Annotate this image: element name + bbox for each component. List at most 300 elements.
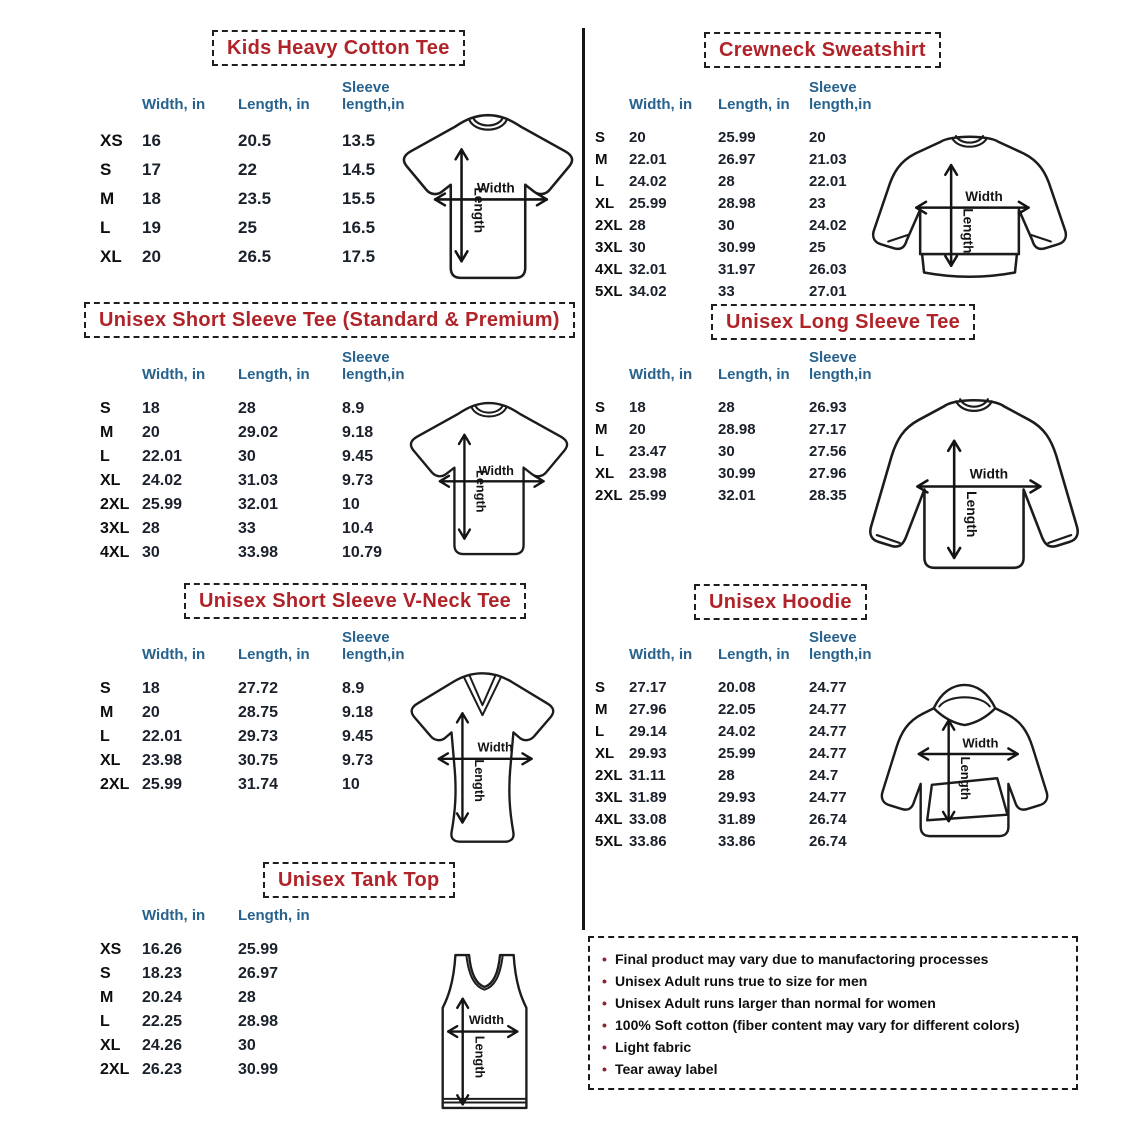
measurement-value: 23.98: [629, 465, 667, 483]
column-header: Length, in: [238, 365, 310, 383]
table-row: [595, 765, 889, 787]
size-label: 5XL: [595, 283, 623, 301]
note-item: • Unisex Adult runs larger than normal for women: [600, 992, 1066, 1014]
column-header: Sleeve length,in: [342, 79, 405, 113]
size-label: 2XL: [100, 775, 130, 793]
measurement-value: 9.45: [342, 727, 374, 745]
measurement-value: 28: [238, 399, 256, 417]
measurement-value: 31.74: [238, 775, 279, 793]
measurement-value: 30.99: [238, 1060, 279, 1078]
measurement-value: 24.77: [809, 723, 847, 741]
measurement-value: 25: [809, 239, 826, 257]
short-sleeve-table-body: [100, 397, 428, 565]
measurement-value: 16.5: [342, 218, 376, 238]
section-title-unisex-vneck-tee: Unisex Short Sleeve V-Neck Tee: [184, 583, 526, 619]
crewneck-table-body: [595, 127, 889, 303]
column-header: Width, in: [142, 907, 206, 924]
short-sleeve-tee-illustration: [398, 393, 580, 565]
size-label: M: [595, 151, 608, 169]
column-header: Sleeve length,in: [809, 629, 872, 663]
measurement-value: 29.02: [238, 423, 279, 441]
table-row: [595, 831, 889, 853]
measurement-value: 27.17: [809, 421, 847, 439]
column-header: Length, in: [718, 645, 790, 663]
short-sleeve-table-header: [100, 350, 428, 397]
measurement-value: 25.99: [718, 745, 756, 763]
hoodie-size-table: [595, 630, 889, 853]
measurement-value: 10.79: [342, 543, 383, 561]
size-label: 2XL: [100, 1060, 130, 1078]
tshirt-outline: [404, 115, 572, 278]
measurement-value: 26.5: [238, 247, 272, 267]
table-row: [595, 281, 889, 303]
measurement-value: 9.18: [342, 703, 374, 721]
size-label: 4XL: [595, 261, 623, 279]
table-row: [100, 493, 428, 517]
measurement-value: 29.93: [718, 789, 756, 807]
measurement-value: 30: [718, 443, 735, 461]
table-row: [100, 677, 428, 701]
table-row: [100, 749, 428, 773]
measurement-value: 20: [142, 247, 161, 267]
measurement-value: 26.93: [809, 399, 847, 417]
column-header: Width, in: [629, 645, 693, 663]
measurement-value: 22.05: [718, 701, 756, 719]
measurement-value: 24.02: [809, 217, 847, 235]
length-label: Length: [960, 208, 976, 254]
size-label: S: [595, 129, 606, 147]
measurement-value: 32.01: [629, 261, 667, 279]
measurement-value: 29.14: [629, 723, 667, 741]
length-label: Length: [957, 756, 973, 801]
size-label: L: [100, 218, 111, 238]
measurement-value: 20.24: [142, 988, 183, 1006]
size-label: XL: [595, 465, 615, 483]
size-label: L: [100, 447, 110, 465]
width-label: Width: [962, 735, 999, 751]
measurement-value: 28.98: [718, 195, 756, 213]
section-title-unisex-short-sleeve-tee: Unisex Short Sleeve Tee (Standard & Premium): [84, 302, 575, 338]
size-column-spacer: [595, 80, 629, 127]
measurement-value: 15.5: [342, 189, 376, 209]
measurement-value: 20.08: [718, 679, 756, 697]
column-header: Width, in: [142, 645, 206, 663]
width-label: Width: [477, 739, 513, 755]
measurement-value: 27.56: [809, 443, 847, 461]
table-row: [100, 156, 428, 185]
measurement-value: 28.75: [238, 703, 279, 721]
long-sleeve-outline: [870, 400, 1077, 568]
measurement-value: 30.99: [718, 239, 756, 257]
measurement-value: 31.97: [718, 261, 756, 279]
measurement-value: 30: [238, 447, 256, 465]
column-header: Sleeve length,in: [342, 629, 405, 663]
measurement-value: 23: [809, 195, 826, 213]
size-label: XS: [100, 131, 123, 151]
measurement-value: 26.74: [809, 833, 847, 851]
measurement-value: 28.98: [238, 1012, 279, 1030]
table-row: [595, 485, 889, 507]
measurement-value: 23.5: [238, 189, 272, 209]
size-label: L: [100, 1012, 110, 1030]
column-header: Sleeve length,in: [342, 349, 405, 383]
measurement-value: 20: [629, 421, 646, 439]
size-column-spacer: [100, 630, 142, 677]
size-label: 3XL: [595, 789, 623, 807]
measurement-value: 9.45: [342, 447, 374, 465]
section-title-unisex-long-sleeve-tee: Unisex Long Sleeve Tee: [711, 304, 975, 340]
measurement-value: 20: [142, 703, 160, 721]
measurement-value: 27.96: [809, 465, 847, 483]
size-label: XL: [100, 751, 121, 769]
table-row: [100, 701, 428, 725]
measurement-value: 25.99: [142, 775, 183, 793]
size-label: XL: [100, 247, 122, 267]
column-header: Length, in: [718, 95, 790, 113]
table-row: [100, 1034, 342, 1058]
kids-tee-size-table: [100, 80, 428, 272]
size-label: M: [595, 701, 608, 719]
measurement-value: 14.5: [342, 160, 376, 180]
table-row: [595, 809, 889, 831]
crewneck-table-header: [595, 80, 889, 127]
measurement-value: 16: [142, 131, 161, 151]
measurement-value: 20: [629, 129, 646, 147]
table-row: [100, 541, 428, 565]
measurement-value: 33.86: [718, 833, 756, 851]
measurement-value: 23.47: [629, 443, 667, 461]
measurement-value: 30.75: [238, 751, 279, 769]
table-row: [100, 1010, 342, 1034]
column-header: Length, in: [238, 95, 310, 113]
vneck-tee-illustration: [398, 666, 566, 848]
table-row: [100, 1058, 342, 1082]
size-label: M: [100, 189, 115, 209]
table-row: [595, 237, 889, 259]
long-sleeve-table-body: [595, 397, 889, 507]
column-header: Width, in: [629, 365, 693, 383]
measurement-value: 28: [718, 173, 735, 191]
measurement-value: 18: [142, 189, 161, 209]
measurement-value: 26.03: [809, 261, 847, 279]
size-label: S: [100, 964, 111, 982]
size-column-spacer: [595, 630, 629, 677]
crewneck-size-table: [595, 80, 889, 303]
size-label: 2XL: [595, 767, 623, 785]
long-sleeve-tee-illustration: [860, 393, 1088, 577]
measurement-value: 25: [238, 218, 257, 238]
table-row: [595, 397, 889, 419]
measurement-value: 30: [629, 239, 646, 257]
table-row: [100, 127, 428, 156]
measurement-value: 22.01: [809, 173, 847, 191]
measurement-value: 30.99: [718, 465, 756, 483]
column-header: Width, in: [142, 365, 206, 383]
note-item: • 100% Soft cotton (fiber content may vary for different colors): [600, 1014, 1066, 1036]
table-row: [595, 699, 889, 721]
measurement-value: 10: [342, 775, 360, 793]
measurement-value: 24.02: [718, 723, 756, 741]
measurement-value: 28: [629, 217, 646, 235]
size-column-spacer: [100, 908, 142, 938]
table-row: [100, 421, 428, 445]
measurement-value: 31.89: [718, 811, 756, 829]
section-title-kids-heavy-cotton-tee: Kids Heavy Cotton Tee: [212, 30, 465, 66]
measurement-value: 24.26: [142, 1036, 183, 1054]
kids-tee-illustration: [390, 106, 586, 288]
table-row: [595, 215, 889, 237]
table-row: [595, 677, 889, 699]
measurement-value: 28: [718, 767, 735, 785]
measurement-value: 8.9: [342, 679, 365, 697]
measurement-value: 24.77: [809, 679, 847, 697]
note-item: • Unisex Adult runs true to size for men: [600, 970, 1066, 992]
crewneck-illustration: [866, 130, 1074, 295]
measurement-value: 25.99: [718, 129, 756, 147]
table-row: [595, 743, 889, 765]
size-label: L: [595, 173, 605, 191]
table-row: [100, 243, 428, 272]
length-label: Length: [472, 759, 488, 802]
table-row: [595, 787, 889, 809]
size-label: 2XL: [595, 487, 623, 505]
measurement-value: 31.11: [629, 767, 666, 785]
length-label: Length: [471, 187, 487, 234]
table-row: [100, 938, 342, 962]
measurement-value: 27.17: [629, 679, 667, 697]
measurement-value: 33: [238, 519, 256, 537]
vneck-table-header: [100, 630, 428, 677]
column-header: Width, in: [142, 95, 206, 113]
size-label: XL: [100, 1036, 121, 1054]
size-label: S: [100, 160, 112, 180]
measurement-value: 30: [238, 1036, 256, 1054]
measurement-value: 32.01: [238, 495, 279, 513]
size-label: L: [595, 443, 605, 461]
measurement-value: 9.18: [342, 423, 374, 441]
measurement-value: 20.5: [238, 131, 272, 151]
table-row: [100, 773, 428, 797]
measurement-value: 10: [342, 495, 360, 513]
table-row: [100, 986, 342, 1010]
measurement-value: 24.02: [142, 471, 183, 489]
vneck-size-table: [100, 630, 428, 797]
measurement-value: 30: [142, 543, 160, 561]
size-label: 4XL: [100, 543, 130, 561]
size-label: XL: [100, 471, 121, 489]
size-column-spacer: [100, 80, 142, 127]
size-column-spacer: [100, 350, 142, 397]
measurement-value: 27.96: [629, 701, 667, 719]
measurement-value: 18: [142, 399, 160, 417]
measurement-value: 28: [238, 988, 256, 1006]
measurement-value: 25.99: [238, 940, 279, 958]
measurement-value: 22.01: [142, 447, 183, 465]
table-row: [100, 725, 428, 749]
note-item: • Tear away label: [600, 1058, 1066, 1080]
table-row: [595, 441, 889, 463]
measurement-value: 28.98: [718, 421, 756, 439]
note-item: • Light fabric: [600, 1036, 1066, 1058]
table-row: [595, 149, 889, 171]
measurement-value: 24.77: [809, 701, 847, 719]
tank-top-table-body: [100, 938, 342, 1082]
table-row: [595, 193, 889, 215]
length-label: Length: [472, 1035, 488, 1079]
measurement-value: 22.01: [142, 727, 183, 745]
size-label: 5XL: [595, 833, 623, 851]
width-label: Width: [965, 188, 1003, 204]
measurement-value: 28: [142, 519, 160, 537]
size-label: 3XL: [100, 519, 130, 537]
measurement-value: 20: [809, 129, 826, 147]
long-sleeve-size-table: [595, 350, 889, 507]
measurement-value: 22.25: [142, 1012, 183, 1030]
length-label: Length: [964, 491, 981, 538]
measurement-value: 13.5: [342, 131, 376, 151]
width-label: Width: [468, 1012, 504, 1028]
length-label: Length: [473, 470, 489, 513]
width-label: Width: [476, 180, 515, 196]
measurement-value: 8.9: [342, 399, 365, 417]
column-header: Length, in: [718, 365, 790, 383]
measurement-value: 26.97: [238, 964, 279, 982]
section-title-crewneck-sweatshirt: Crewneck Sweatshirt: [704, 32, 941, 68]
measurement-value: 24.77: [809, 789, 847, 807]
table-row: [100, 214, 428, 243]
measurement-value: 32.01: [718, 487, 756, 505]
width-label: Width: [969, 465, 1009, 482]
table-row: [595, 463, 889, 485]
short-sleeve-size-table: [100, 350, 428, 565]
measurement-value: 26.74: [809, 811, 847, 829]
measurement-value: 25.99: [142, 495, 183, 513]
measurement-value: 31.03: [238, 471, 279, 489]
hoodie-table-body: [595, 677, 889, 853]
measurement-value: 23.98: [142, 751, 183, 769]
measurement-value: 28: [718, 399, 735, 417]
notes-list: [600, 948, 1066, 1080]
column-header: Sleeve length,in: [809, 349, 872, 383]
measurement-value: 22.01: [629, 151, 667, 169]
size-label: L: [595, 723, 605, 741]
size-label: M: [100, 423, 114, 441]
measurement-value: 25.99: [629, 487, 667, 505]
size-label: S: [595, 679, 606, 697]
column-header: Sleeve length,in: [809, 79, 872, 113]
table-row: [595, 127, 889, 149]
size-label: S: [595, 399, 606, 417]
width-label: Width: [478, 462, 514, 478]
table-row: [100, 397, 428, 421]
measurement-value: 24.77: [809, 745, 847, 763]
column-header: Width, in: [629, 95, 693, 113]
measurement-value: 29.73: [238, 727, 279, 745]
tank-top-size-table: [100, 908, 342, 1082]
measurement-value: 17: [142, 160, 161, 180]
table-row: [100, 185, 428, 214]
measurement-value: 34.02: [629, 283, 667, 301]
hem-band: [922, 254, 1017, 277]
long-sleeve-table-header: [595, 350, 889, 397]
size-label: M: [100, 988, 114, 1006]
size-label: 4XL: [595, 811, 623, 829]
table-row: [100, 517, 428, 541]
measurement-value: 22: [238, 160, 257, 180]
vneck-table-body: [100, 677, 428, 797]
measurement-value: 33.98: [238, 543, 279, 561]
size-label: S: [100, 679, 111, 697]
measurement-value: 21.03: [809, 151, 847, 169]
product-notes-box: [588, 936, 1078, 1090]
measurement-value: 17.5: [342, 247, 376, 267]
size-label: XS: [100, 940, 122, 958]
size-label: XL: [595, 745, 615, 763]
size-label: XL: [595, 195, 615, 213]
measurement-value: 27.72: [238, 679, 279, 697]
measurement-value: 26.23: [142, 1060, 183, 1078]
table-row: [595, 419, 889, 441]
measurement-value: 33: [718, 283, 735, 301]
table-row: [100, 962, 342, 986]
measurement-value: 28.35: [809, 487, 847, 505]
section-title-unisex-tank-top: Unisex Tank Top: [263, 862, 455, 898]
tank-top-table-header: [100, 908, 342, 938]
table-row: [595, 721, 889, 743]
section-title-unisex-hoodie: Unisex Hoodie: [694, 584, 867, 620]
measurement-value: 16.26: [142, 940, 183, 958]
size-label: 2XL: [100, 495, 130, 513]
measurement-value: 10.4: [342, 519, 374, 537]
measurement-value: 27.01: [809, 283, 847, 301]
measurement-value: 18: [629, 399, 646, 417]
measurement-value: 24.7: [809, 767, 839, 785]
measurement-value: 18.23: [142, 964, 183, 982]
measurement-value: 18: [142, 679, 160, 697]
size-label: M: [595, 421, 608, 439]
vneck-outline: [412, 673, 554, 841]
measurement-value: 25.99: [629, 195, 667, 213]
column-header: Length, in: [238, 645, 310, 663]
size-label: 3XL: [595, 239, 623, 257]
table-row: [100, 445, 428, 469]
size-label: L: [100, 727, 110, 745]
measurement-value: 31.89: [629, 789, 667, 807]
kids-tee-table-header: [100, 80, 428, 127]
size-column-spacer: [595, 350, 629, 397]
table-row: [595, 259, 889, 281]
tank-top-illustration: [426, 946, 544, 1128]
hoodie-table-header: [595, 630, 889, 677]
measurement-value: 19: [142, 218, 161, 238]
measurement-value: 33.08: [629, 811, 667, 829]
measurement-value: 9.73: [342, 751, 374, 769]
table-row: [595, 171, 889, 193]
kids-tee-table-body: [100, 127, 428, 272]
measurement-value: 33.86: [629, 833, 667, 851]
measurement-value: 20: [142, 423, 160, 441]
hoodie-illustration: [874, 676, 1056, 860]
size-label: 2XL: [595, 217, 623, 235]
size-label: M: [100, 703, 114, 721]
size-label: S: [100, 399, 111, 417]
measurement-value: 30: [718, 217, 735, 235]
table-row: [100, 469, 428, 493]
measurement-value: 24.02: [629, 173, 667, 191]
measurement-value: 26.97: [718, 151, 756, 169]
measurement-value: 29.93: [629, 745, 667, 763]
column-header: Length, in: [238, 907, 310, 924]
